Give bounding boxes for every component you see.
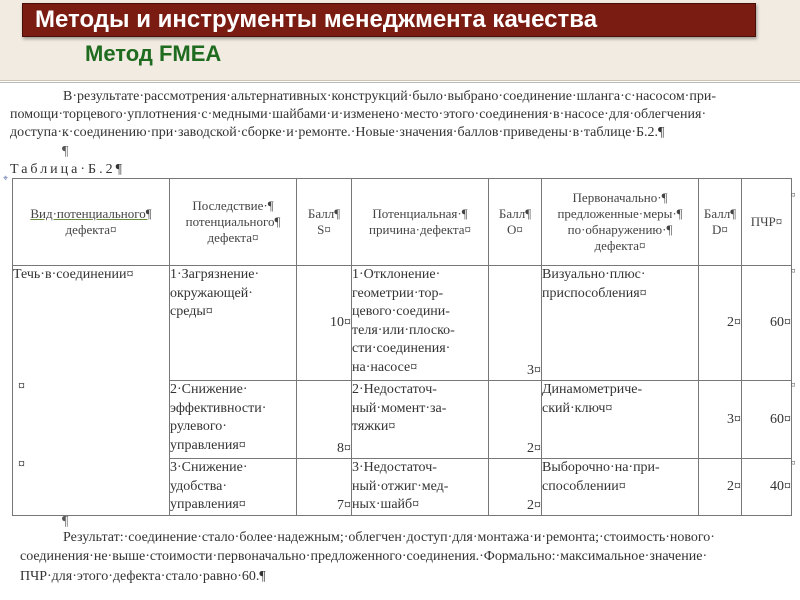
score-d-3: 2¤ xyxy=(699,459,742,516)
defect-type-cell xyxy=(13,266,170,516)
slide-title: Методы и инструменты менеджмента качества xyxy=(35,6,598,33)
result-line-1: Результат:·соединение·стало·более·надежным;·облегчен·доступ·для·монтажа·и·ремонта;·стоимость·нового· xyxy=(63,530,715,545)
intro-line-3: доступа·к·соединению·при·заводской·сборке·и·ремонте.·Новые·значения·баллов·приведены·в·таблице·Б.2.¶ xyxy=(10,125,665,140)
result-line-2: соединения·не·выше·стоимости·первоначально·предложенного·соединения.·Формально:·максимальное·значение· xyxy=(20,549,708,564)
intro-line-2: помощи·торцевого·уплотнения·с·медными·шайбами·и·изменено·место·этого·соединения·в·насосе·для·облегчения· xyxy=(10,107,707,122)
score-o-2: 2¤ xyxy=(489,381,542,459)
fmea-table xyxy=(12,178,792,516)
intro-line-1: В·результате·рассмотрения·альтернативных·конструкций·было·выбрано·соединение·шланга·с·насосом·при- xyxy=(63,89,716,104)
slide-header xyxy=(0,0,800,81)
defect-mark-2: ¤ xyxy=(18,379,25,394)
pilcrow-mark: ¶ xyxy=(62,514,69,529)
document-page xyxy=(0,80,800,600)
header-score-d: Балл¶ D¤ xyxy=(699,179,742,266)
header-defect-type: Вид·потенциального¶ дефекта¤ xyxy=(13,179,170,266)
rpn-1: 60¤ xyxy=(742,266,792,381)
table-anchor-icon: ⌖ xyxy=(3,173,9,183)
score-o-1: 3¤ xyxy=(489,266,542,381)
title-bar xyxy=(22,3,756,37)
header-measures: Первоначально·¶ предложенные·меры·¶ по·обнаружению·¶ дефекта¤ xyxy=(542,179,699,266)
table-caption: Таблица·Б.2¶ xyxy=(10,162,125,177)
slide-subtitle: Метод FMEA xyxy=(85,41,222,66)
consequence-cell-3: 3·Снижение· удобства· управления¤ xyxy=(170,459,297,516)
table-header-row xyxy=(13,179,792,266)
score-s-2: 8¤ xyxy=(297,381,352,459)
header-consequence: Последствие·¶ потенциального¶ дефекта¤ xyxy=(170,179,297,266)
consequence-cell-1: 1·Загрязнение· окружающей· среды¤ xyxy=(170,266,297,381)
page-top-rule xyxy=(0,82,800,83)
defect-type-text: Течь·в·соединении¤ xyxy=(13,267,134,282)
cause-cell-2: 2·Недостаточ- ный·момент·за- тяжки¤ xyxy=(352,381,489,459)
rpn-2: 60¤ xyxy=(742,381,792,459)
score-o-3: 2¤ xyxy=(489,459,542,516)
measure-cell-2: Динамометриче- ский·ключ¤ xyxy=(542,381,699,459)
row-end-mark: ¤ xyxy=(791,458,796,468)
measure-cell-1: Визуально·плюс· приспособления¤ xyxy=(542,266,699,381)
row-end-mark: ¤ xyxy=(791,380,796,390)
header-score-o: Балл¶ O¤ xyxy=(489,179,542,266)
score-s-3: 7¤ xyxy=(297,459,352,516)
cause-cell-1: 1·Отклонение· геометрии·тор- цевого·соедини- теля·или·плоско- сти·соединения· на·насосе¤ xyxy=(352,266,489,381)
score-s-1: 10¤ xyxy=(297,266,352,381)
score-d-1: 2¤ xyxy=(699,266,742,381)
score-d-2: 3¤ xyxy=(699,381,742,459)
rpn-3: 40¤ xyxy=(742,459,792,516)
table-row xyxy=(13,266,792,381)
result-line-3: ПЧР·для·этого·дефекта·стало·равно·60.¶ xyxy=(20,569,266,584)
row-end-mark: ¤ xyxy=(791,266,796,276)
measure-cell-3: Выборочно·на·при- способлении¤ xyxy=(542,459,699,516)
defect-mark-3: ¤ xyxy=(18,457,25,472)
pilcrow-mark: ¶ xyxy=(62,144,69,159)
row-end-mark: ¤ xyxy=(791,190,796,200)
header-cause: Потенциальная·¶ причина·дефекта¤ xyxy=(352,179,489,266)
consequence-cell-2: 2·Снижение· эффективности· рулевого· управления¤ xyxy=(170,381,297,459)
header-rpn: ПЧР¤ xyxy=(742,179,792,266)
header-score-s: Балл¶ S¤ xyxy=(297,179,352,266)
cause-cell-3: 3·Недостаточ- ный·отжиг·мед- ных·шайб¤ xyxy=(352,459,489,516)
